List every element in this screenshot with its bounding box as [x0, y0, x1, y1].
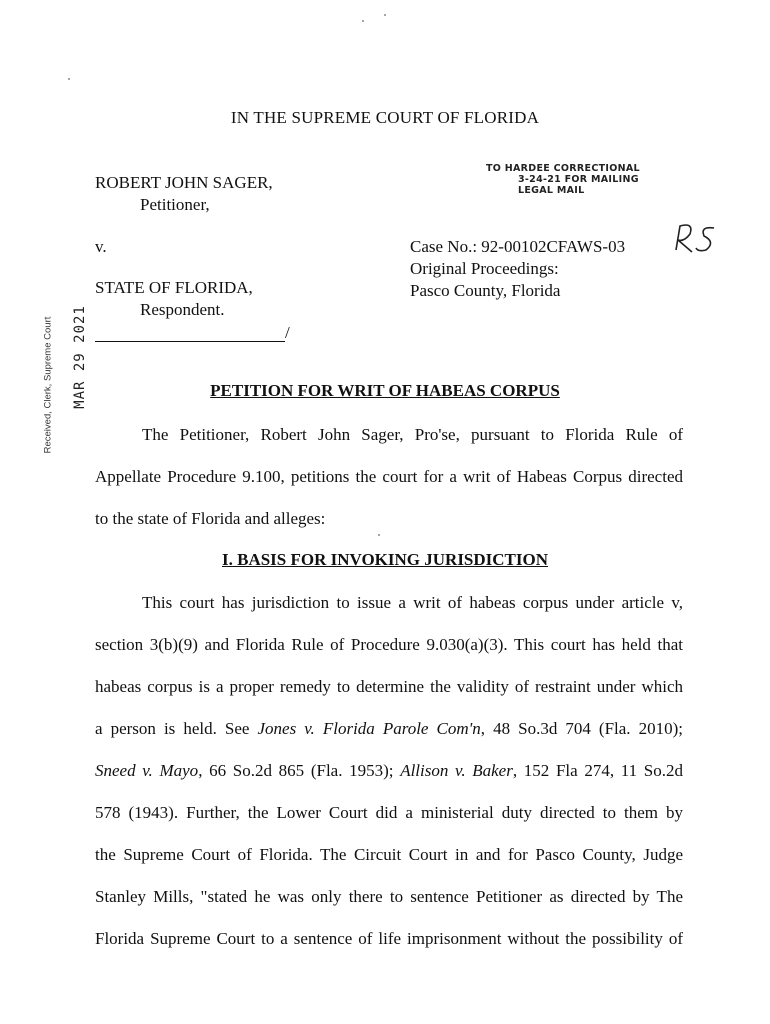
paragraph-line: the Supreme Court of Florida. The Circuit Court in and for Pasco County, Judge — [95, 845, 683, 864]
received-stamp: Received, Clerk, Supreme Court — [42, 316, 54, 454]
paragraph-line: Stanley Mills, "stated he was only there to sentence Petitioner as directed by The — [95, 887, 683, 906]
received-date-stamp: MAR 29 2021 — [72, 305, 88, 409]
petitioner-name: ROBERT JOHN SAGER, — [95, 173, 273, 192]
paragraph-line: 578 (1943). Further, the Lower Court did a ministerial duty directed to them by — [95, 803, 683, 822]
text-run: a person is held. See — [95, 719, 258, 738]
paragraph-line: Florida Supreme Court to a sentence of life imprisonment without the possibility of — [95, 929, 683, 948]
paragraph-line: The Petitioner, Robert John Sager, Pro'se, pursuant to Florida Rule of — [142, 425, 683, 444]
signature-initials-icon — [670, 220, 720, 256]
petition-heading: PETITION FOR WRIT OF HABEAS CORPUS — [210, 381, 560, 400]
stamp-line-2: 3-24-21 FOR MAILING — [518, 174, 639, 185]
paragraph-line: This court has jurisdiction to issue a writ of habeas corpus under article v, — [142, 593, 683, 612]
paragraph-line — [95, 750, 683, 792]
case-citation: Allison v. Baker — [400, 761, 513, 780]
stamp-line-3: LEGAL MAIL — [518, 185, 585, 196]
case-citation: Sneed v. Mayo — [95, 761, 199, 780]
proceedings-label: Original Proceedings: — [410, 259, 559, 278]
paragraph-line: to the state of Florida and alleges: — [95, 509, 326, 528]
petitioner-role: Petitioner, — [140, 195, 210, 214]
text-run: , 152 Fla 274, 11 So.2d — [512, 761, 683, 780]
respondent-role: Respondent. — [140, 300, 225, 319]
scan-speck — [362, 20, 364, 22]
caption-divider — [95, 341, 285, 342]
paragraph-line — [95, 708, 683, 750]
opening-paragraph — [95, 414, 683, 540]
paragraph-line: section 3(b)(9) and Florida Rule of Procedure 9.030(a)(3). This court has held that — [95, 635, 683, 654]
case-info — [410, 236, 625, 302]
versus-label: v. — [95, 237, 107, 256]
text-run: , 66 So.2d 865 (Fla. 1953); — [198, 761, 401, 780]
mailing-stamp — [458, 163, 640, 196]
case-citation: Jones v. Florida Parole Com'n — [257, 719, 481, 738]
jurisdiction-heading: I. BASIS FOR INVOKING JURISDICTION — [221, 550, 549, 569]
paragraph-line: Appellate Procedure 9.100, petitions the court for a writ of Habeas Corpus directed — [95, 467, 683, 486]
respondent-name: STATE OF FLORIDA, — [95, 278, 253, 297]
scan-speck — [68, 78, 70, 80]
text-run: , 48 So.3d 704 (Fla. 2010); — [480, 719, 683, 738]
county-label: Pasco County, Florida — [410, 281, 561, 300]
court-title: IN THE SUPREME COURT OF FLORIDA — [230, 108, 540, 127]
stamp-line-1: TO HARDEE CORRECTIONAL — [486, 163, 640, 174]
case-number: Case No.: 92-00102CFAWS-03 — [410, 237, 626, 256]
caption-slash: / — [285, 323, 290, 342]
paragraph-line: habeas corpus is a proper remedy to determine the validity of restraint under which — [95, 677, 683, 696]
jurisdiction-paragraph — [95, 582, 683, 960]
scan-speck — [384, 14, 386, 16]
